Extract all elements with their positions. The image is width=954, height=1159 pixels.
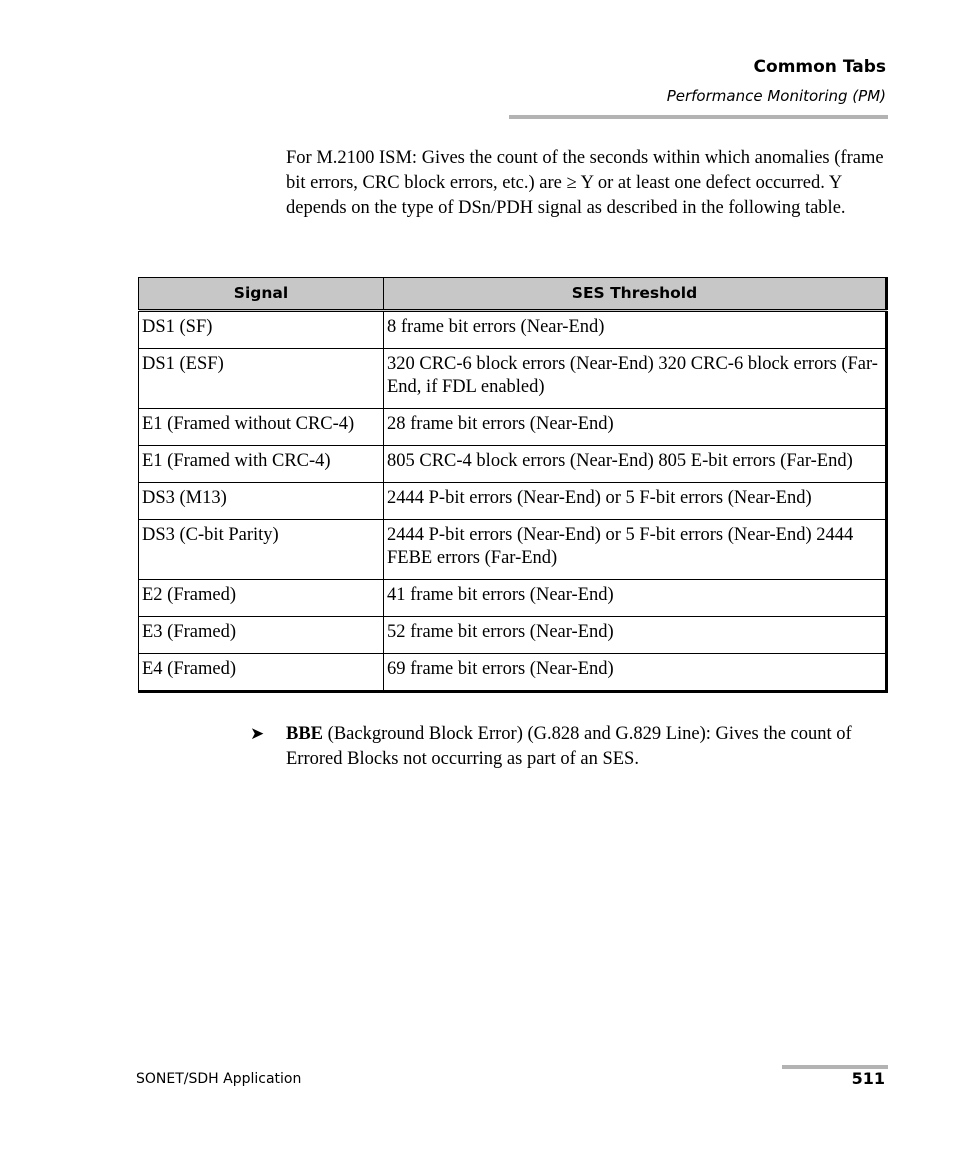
table-row [139, 409, 887, 446]
bullet-term: BBE [286, 724, 324, 744]
bullet-text [286, 722, 890, 772]
page-number: 511 [851, 1069, 885, 1088]
header-rule [509, 115, 888, 119]
table-header-row [139, 278, 887, 311]
signal-cell: DS3 (C-bit Parity) [139, 520, 384, 580]
footer-document-title: SONET/SDH Application [136, 1071, 302, 1087]
threshold-cell: 2444 P-bit errors (Near-End) or 5 F-bit errors (Near-End) [384, 483, 887, 520]
ses-threshold-table [138, 277, 888, 693]
threshold-cell: 2444 P-bit errors (Near-End) or 5 F-bit errors (Near-End) 2444 FEBE errors (Far-End) [384, 520, 887, 580]
bullet-description: (Background Block Error) (G.828 and G.829 Line): Gives the count of Errored Blocks not occurring as part of an SES. [286, 724, 852, 769]
signal-cell: E1 (Framed without CRC-4) [139, 409, 384, 446]
threshold-cell: 320 CRC-6 block errors (Near-End) 320 CRC-6 block errors (Far-End, if FDL enabled) [384, 349, 887, 409]
threshold-cell: 28 frame bit errors (Near-End) [384, 409, 887, 446]
column-header-ses-threshold: SES Threshold [384, 278, 887, 311]
table-row [139, 446, 887, 483]
threshold-cell: 41 frame bit errors (Near-End) [384, 580, 887, 617]
signal-cell: DS1 (ESF) [139, 349, 384, 409]
signal-cell: DS3 (M13) [139, 483, 384, 520]
table-row [139, 617, 887, 654]
signal-cell: E2 (Framed) [139, 580, 384, 617]
column-header-signal: Signal [139, 278, 384, 311]
table-row [139, 520, 887, 580]
signal-cell: E1 (Framed with CRC-4) [139, 446, 384, 483]
table-row [139, 311, 887, 349]
threshold-cell: 69 frame bit errors (Near-End) [384, 654, 887, 692]
table-row [139, 483, 887, 520]
threshold-cell: 805 CRC-4 block errors (Near-End) 805 E-bit errors (Far-End) [384, 446, 887, 483]
table-row [139, 654, 887, 692]
section-title: Common Tabs [753, 57, 886, 77]
arrow-bullet-icon: ➤ [250, 724, 265, 744]
table-row [139, 349, 887, 409]
intro-paragraph: For M.2100 ISM: Gives the count of the seconds within which anomalies (frame bit errors, CRC block errors, etc.) are ≥ Y or at least one defect occurred. Y depends on the type of DSn/PDH signal as described in the following table. [286, 148, 884, 218]
table-row [139, 580, 887, 617]
bbe-bullet [250, 722, 890, 772]
threshold-cell: 8 frame bit errors (Near-End) [384, 311, 887, 349]
signal-cell: DS1 (SF) [139, 311, 384, 349]
threshold-cell: 52 frame bit errors (Near-End) [384, 617, 887, 654]
signal-cell: E4 (Framed) [139, 654, 384, 692]
signal-cell: E3 (Framed) [139, 617, 384, 654]
section-subtitle: Performance Monitoring (PM) [666, 87, 886, 105]
